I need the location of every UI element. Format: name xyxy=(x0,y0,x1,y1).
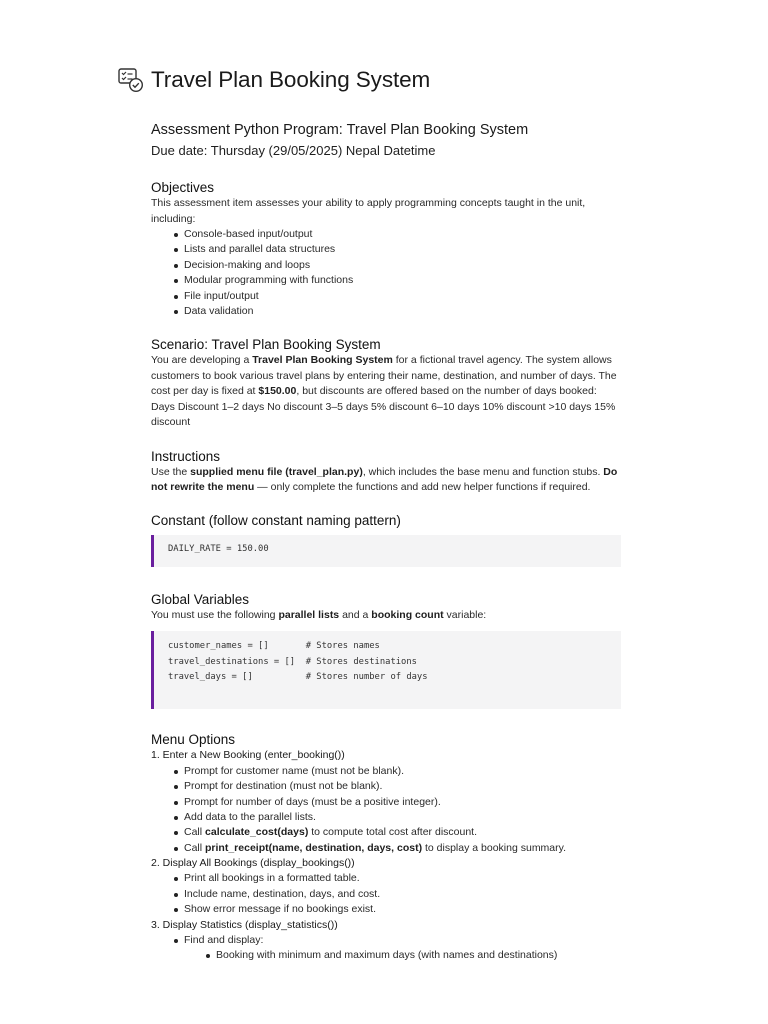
text-run: You must use the following xyxy=(151,608,279,621)
list-item: Show error message if no bookings exist. xyxy=(184,902,621,917)
text-run: Call xyxy=(184,826,206,839)
menu-option-2-label: 2. Display All Bookings (display_bookings()) xyxy=(151,857,355,870)
list-item: Prompt for destination (must not be blank). xyxy=(184,779,621,794)
text-run: , but discounts are offered based on the number of days booked: xyxy=(296,385,597,398)
text-run: and a xyxy=(339,608,372,621)
list-item: Find and display: xyxy=(184,933,621,948)
text-run: Call xyxy=(184,841,206,854)
constant-section xyxy=(151,513,621,567)
text-run: Use the xyxy=(151,465,191,478)
scenario-heading: Scenario: Travel Plan Booking System xyxy=(151,337,381,353)
globals-heading: Global Variables xyxy=(151,591,250,607)
globals-code-block: customer_names = [] # Stores names travel_destinations = [] # Stores destinations travel_days = [] # Stores number of days xyxy=(151,631,621,709)
menu-option-1-label: 1. Enter a New Booking (enter_booking()) xyxy=(151,749,345,762)
list-item: Lists and parallel data structures xyxy=(184,242,621,257)
bold-text: $150.00 xyxy=(258,385,297,398)
list-item: File input/output xyxy=(184,289,621,304)
list-item: Console-based input/output xyxy=(184,227,621,242)
scenario-paragraph xyxy=(151,353,621,400)
list-item: Decision-making and loops xyxy=(184,258,621,273)
text-run: to compute total cost after discount. xyxy=(308,826,477,839)
menu-option-1-list xyxy=(151,764,621,856)
discount-table-text: Days Discount 1–2 days No discount 3–5 days 5% discount 6–10 days 10% discount >10 days 15% discount xyxy=(151,400,616,429)
bold-text: print_receipt(name, destination, days, cost) xyxy=(205,841,423,854)
text-run: , which includes the base menu and function stubs. xyxy=(362,465,604,478)
globals-section xyxy=(151,592,621,710)
menu-option-3-label: 3. Display Statistics (display_statistics()) xyxy=(151,918,338,931)
text-run: to display a booking summary. xyxy=(422,841,567,854)
menu-section xyxy=(151,732,621,963)
list-item: Modular programming with functions xyxy=(184,273,621,288)
assessment-heading: Assessment Python Program: Travel Plan Booking System xyxy=(151,122,529,138)
list-item xyxy=(184,825,621,840)
constant-code-block: DAILY_RATE = 150.00 xyxy=(151,535,621,567)
list-item xyxy=(184,841,621,856)
list-item: Include name, destination, days, and cost. xyxy=(184,887,621,902)
text-run: — only complete the functions and add new helper functions if required. xyxy=(254,481,591,494)
list-item: Data validation xyxy=(184,304,621,319)
list-item: Prompt for customer name (must not be blank). xyxy=(184,764,621,779)
instructions-heading: Instructions xyxy=(151,448,221,464)
list-item: Prompt for number of days (must be a positive integer). xyxy=(184,795,621,810)
list-item: Add data to the parallel lists. xyxy=(184,810,621,825)
bold-text: Do not rewrite the menu xyxy=(151,465,618,494)
objectives-list xyxy=(151,227,621,319)
title-row xyxy=(117,66,430,94)
menu-option-3-nested-list xyxy=(151,948,621,963)
list-item: Print all bookings in a formatted table. xyxy=(184,871,621,886)
bold-text: parallel lists xyxy=(278,608,340,621)
document-content xyxy=(151,121,621,964)
bold-text: calculate_cost(days) xyxy=(205,826,309,839)
constant-heading: Constant (follow constant naming pattern) xyxy=(151,512,401,528)
page-title: Travel Plan Booking System xyxy=(151,67,431,92)
bold-text: supplied menu file (travel_plan.py) xyxy=(190,465,363,478)
menu-option-2-list xyxy=(151,871,621,917)
menu-option-3-list xyxy=(151,933,621,948)
bold-text: booking count xyxy=(371,608,444,621)
text-run: for a fictional travel agency. The system allows customers to book various travel plans by entering their name, destination, and number of days. The cost per day is fixed at xyxy=(151,354,617,398)
bold-text: Travel Plan Booking System xyxy=(252,354,393,367)
instructions-paragraph xyxy=(151,465,621,496)
due-date: Due date: Thursday (29/05/2025) Nepal Datetime xyxy=(151,143,436,158)
objectives-section xyxy=(151,180,621,319)
scenario-section xyxy=(151,337,621,431)
objectives-heading: Objectives xyxy=(151,180,215,195)
objectives-intro: This assessment item assesses your ability to apply programming concepts taught in the unit, including: xyxy=(151,197,586,225)
text-run: You are developing a xyxy=(151,354,253,367)
text-run: variable: xyxy=(443,608,487,621)
list-item: Booking with minimum and maximum days (with names and destinations) xyxy=(216,948,621,963)
menu-heading: Menu Options xyxy=(151,732,236,748)
checklist-check-icon xyxy=(117,66,145,94)
instructions-section xyxy=(151,449,621,496)
globals-paragraph xyxy=(151,608,621,624)
